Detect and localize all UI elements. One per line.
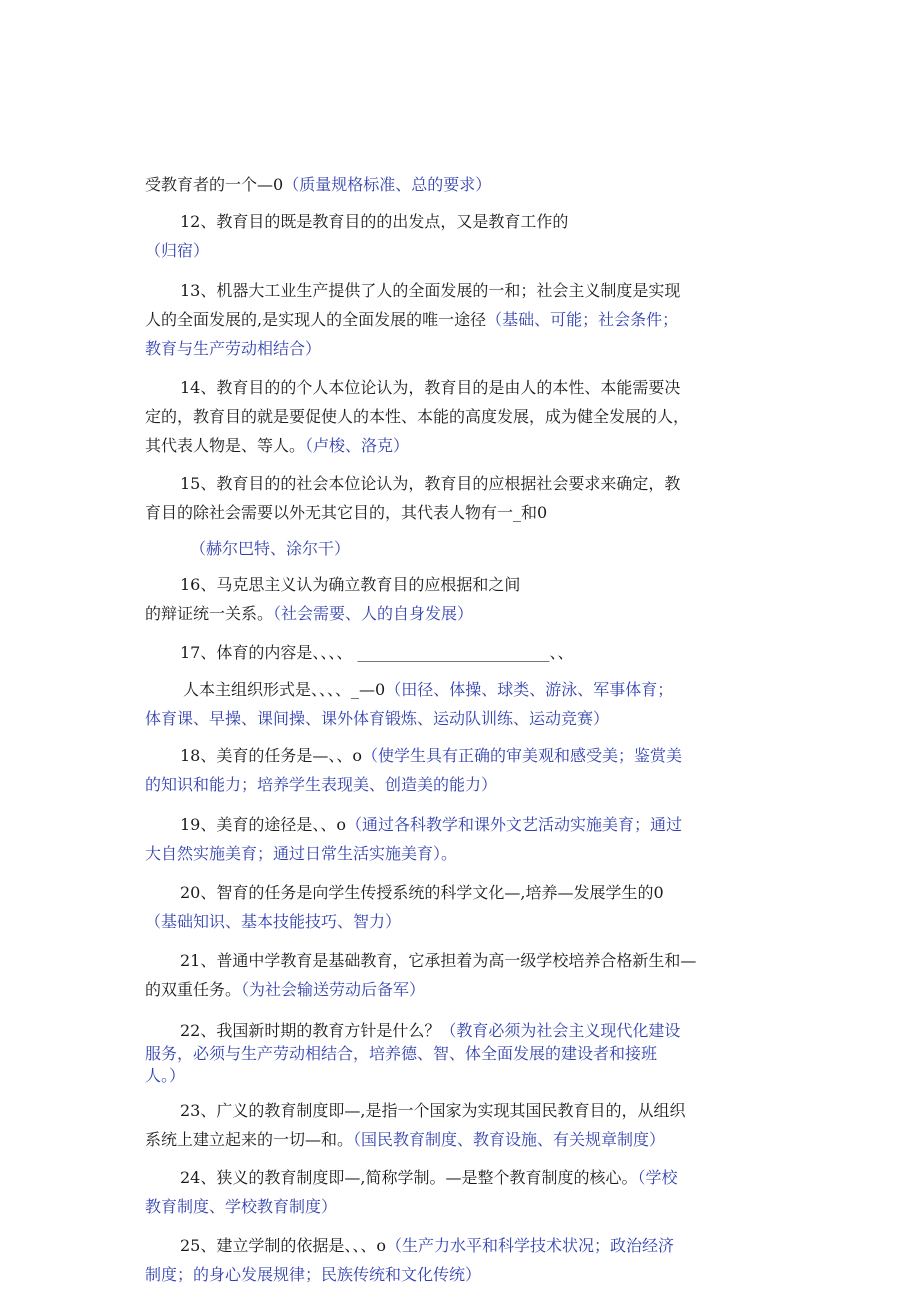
answer-20: （基础知识、基本技能技巧、智力）: [145, 912, 402, 931]
answer-24: 教育制度、学校教育制度）: [145, 1197, 338, 1216]
question-16: 16、马克思主义认为确立教育目的应根据和之间: [180, 575, 521, 594]
question-17: 17、体育的内容是、、、、 ________________________、、: [180, 643, 574, 662]
answer-21: 的双重任务。（为社会输送劳动后备军）: [145, 980, 426, 999]
text-line: 服务，必须与生产劳动相结合，培养德、智、体全面发展的建设者和接班: [145, 1044, 658, 1063]
question-13: 13、机器大工业生产提供了人的全面发展的一和；社会主义制度是实现: [180, 281, 681, 300]
question-12: 12、教育目的既是教育目的的出发点，又是教育工作的: [180, 212, 569, 231]
question-25: 25、建立学制的依据是、、、o（生产力水平和科学技术状况；政治经济: [180, 1236, 675, 1255]
answer-14: 其代表人物是、等人。（卢梭、洛克）: [145, 436, 410, 455]
answer-16: 的辩证统一关系。（社会需要、人的自身发展）: [145, 604, 474, 623]
text-line: 育目的除社会需要以外无其它目的，其代表人物有一_和0: [145, 503, 548, 522]
answer-22: 人。）: [145, 1066, 186, 1085]
answer-13: 教育与生产劳动相结合）: [145, 339, 322, 358]
answer-19: 大自然实施美育；通过日常生活实施美育）。: [145, 844, 458, 863]
text-line: 受教育者的一个—0（质量规格标准、总的要求）: [145, 175, 492, 194]
text-line: 人的全面发展的,是实现人的全面发展的唯一途径（基础、可能；社会条件；: [145, 310, 679, 329]
question-22: 22、我国新时期的教育方针是什么？（教育必须为社会主义现代化建设: [180, 1021, 681, 1040]
text-line: 定的，教育目的就是要促使人的本性、本能的高度发展，成为健全发展的人，: [145, 407, 690, 426]
question-23: 23、广义的教育制度即—,是指一个国家为实现其国民教育目的，从组织: [180, 1101, 686, 1120]
question-18: 18、美育的任务是—、、o（使学生具有正确的审美观和感受美；鉴赏美: [180, 746, 683, 765]
answer-23: 系统上建立起来的一切—和。（国民教育制度、教育设施、有关规章制度）: [145, 1130, 666, 1149]
text-line: 人本主组织形式是、、、、_—0（田径、体操、球类、游泳、军事体育；: [183, 680, 674, 699]
answer-25: 制度；的身心发展规律；民族传统和文化传统）: [145, 1265, 482, 1284]
question-20: 20、智育的任务是向学生传授系统的科学文化—,培养—发展学生的0: [180, 883, 664, 902]
question-14: 14、教育目的的个人本位论认为，教育目的是由人的本性、本能需要决: [180, 378, 681, 397]
question-24: 24、狭义的教育制度即—,简称学制。—是整个教育制度的核心。（学校: [180, 1168, 678, 1187]
answer-12: （归宿）: [145, 241, 210, 260]
answer-17: 体育课、早操、课间操、课外体育锻炼、运动队训练、运动竞赛）: [145, 709, 610, 728]
question-21: 21、普通中学教育是基础教育，它承担着为高一级学校培养合格新生和—: [180, 951, 697, 970]
question-15: 15、教育目的的社会本位论认为，教育目的应根据社会要求来确定，教: [180, 474, 681, 493]
answer-18: 的知识和能力；培养学生表现美、创造美的能力）: [145, 775, 498, 794]
answer-15: （赫尔巴特、涂尔干）: [190, 539, 351, 558]
question-19: 19、美育的途径是、、o（通过各科教学和课外文艺活动实施美育；通过: [180, 815, 683, 834]
